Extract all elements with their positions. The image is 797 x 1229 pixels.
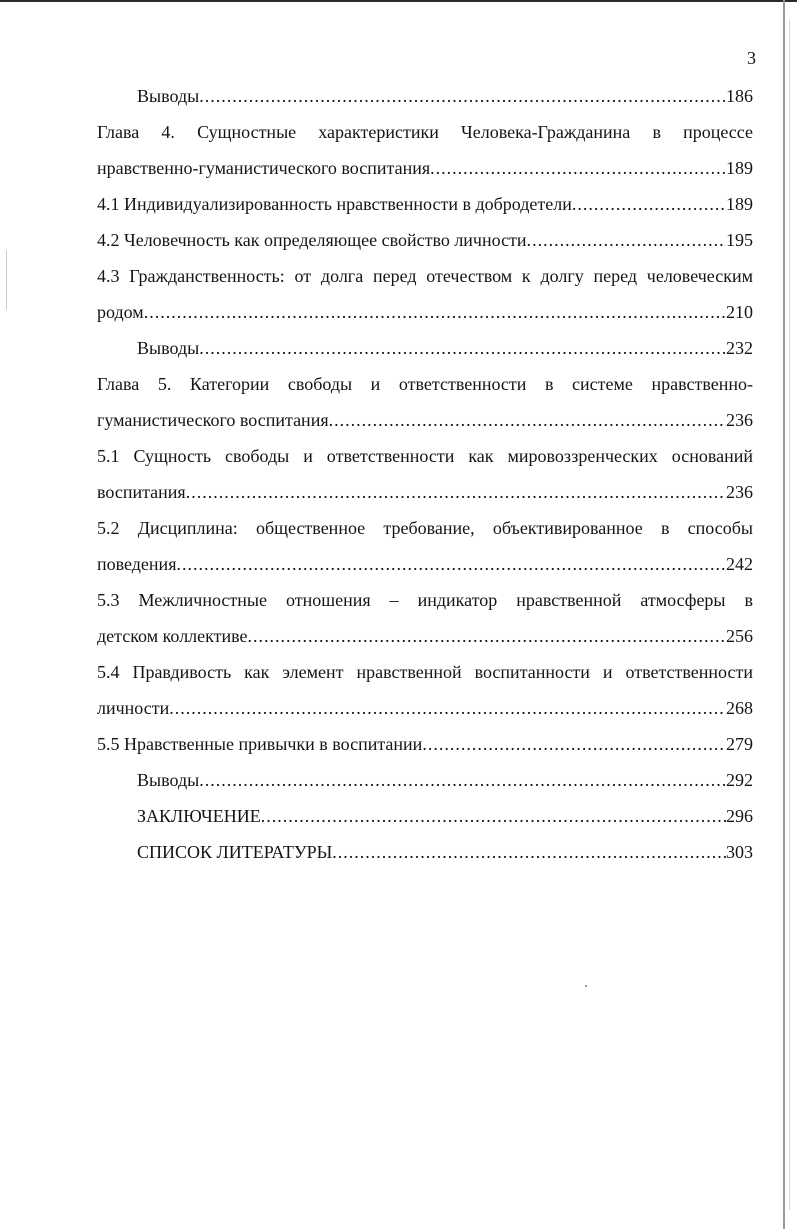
toc-entry-page: 189 bbox=[726, 194, 753, 214]
toc-leader-dots bbox=[430, 150, 726, 186]
toc-entry bbox=[97, 402, 753, 438]
toc-leader-dots bbox=[332, 834, 726, 870]
toc-entry-page: 236 bbox=[726, 482, 753, 502]
table-of-contents bbox=[97, 78, 753, 870]
toc-entry-page: 210 bbox=[726, 302, 753, 322]
toc-entry-title: родом bbox=[97, 302, 144, 322]
toc-entry-title: Выводы bbox=[137, 338, 200, 358]
toc-leader-dots bbox=[248, 618, 726, 654]
toc-entry-heading-line: Глава 5. Категории свободы и ответственности в системе нравственно- bbox=[97, 374, 753, 394]
toc-entry-heading-line: 5.4 Правдивость как элемент нравственной воспитанности и ответственности bbox=[97, 662, 753, 682]
toc-entry-page: 186 bbox=[726, 86, 753, 106]
toc-entry-title: Выводы bbox=[137, 86, 200, 106]
toc-leader-dots bbox=[261, 798, 726, 834]
toc-entry-page: 303 bbox=[726, 842, 753, 862]
toc-entry bbox=[97, 294, 753, 330]
toc-leader-dots bbox=[199, 762, 726, 798]
toc-entry bbox=[97, 762, 753, 798]
toc-entry bbox=[97, 330, 753, 366]
toc-entry bbox=[97, 186, 753, 222]
toc-entry-title: СПИСОК ЛИТЕРАТУРЫ bbox=[137, 842, 333, 862]
toc-entry-page: 236 bbox=[726, 410, 753, 430]
toc-entry bbox=[97, 150, 753, 186]
toc-entry-heading-line: 5.3 Межличностные отношения – индикатор нравственной атмосферы в bbox=[97, 590, 753, 610]
toc-leader-dots bbox=[572, 186, 726, 222]
scan-speck bbox=[585, 985, 587, 987]
toc-entry-title: нравственно-гуманистического воспитания bbox=[97, 158, 431, 178]
toc-leader-dots bbox=[329, 402, 726, 438]
toc-entry bbox=[97, 78, 753, 114]
toc-entry-title: детском коллективе bbox=[97, 626, 248, 646]
toc-entry bbox=[97, 726, 753, 762]
scan-mark-left bbox=[6, 250, 7, 310]
scan-edge-right bbox=[783, 0, 785, 1229]
toc-entry bbox=[97, 222, 753, 258]
toc-entry-page: 279 bbox=[726, 734, 753, 754]
toc-entry-page: 292 bbox=[726, 770, 753, 790]
toc-entry bbox=[97, 690, 753, 726]
toc-entry-page: 232 bbox=[726, 338, 753, 358]
toc-entry bbox=[97, 474, 753, 510]
toc-leader-dots bbox=[186, 474, 726, 510]
toc-entry bbox=[97, 834, 753, 870]
toc-entry bbox=[97, 798, 753, 834]
toc-entry-title: поведения bbox=[97, 554, 177, 574]
toc-leader-dots bbox=[199, 78, 726, 114]
toc-leader-dots bbox=[144, 294, 726, 330]
toc-leader-dots bbox=[199, 330, 726, 366]
toc-entry-page: 189 bbox=[726, 158, 753, 178]
toc-entry-title: ЗАКЛЮЧЕНИЕ bbox=[137, 806, 261, 826]
toc-entry-heading-line: 5.1 Сущность свободы и ответственности как мировоззренческих оснований bbox=[97, 446, 753, 466]
toc-leader-dots bbox=[527, 222, 726, 258]
toc-entry-page: 242 bbox=[726, 554, 753, 574]
toc-entry-title: 4.2 Человечность как определяющее свойство личности bbox=[97, 230, 527, 250]
toc-entry-heading-line: Глава 4. Сущностные характеристики Человека-Гражданина в процессе bbox=[97, 122, 753, 142]
toc-entry-heading-line: 4.3 Гражданственность: от долга перед отечеством к долгу перед человеческим bbox=[97, 266, 753, 286]
toc-entry-page: 195 bbox=[726, 230, 753, 250]
toc-entry-page: 268 bbox=[726, 698, 753, 718]
toc-leader-dots bbox=[169, 690, 726, 726]
scan-edge-top bbox=[0, 0, 797, 2]
toc-entry-title: Выводы bbox=[137, 770, 200, 790]
toc-entry-page: 296 bbox=[726, 806, 753, 826]
toc-entry-title: 5.5 Нравственные привычки в воспитании bbox=[97, 734, 423, 754]
toc-leader-dots bbox=[176, 546, 726, 582]
toc-entry-title: личности bbox=[97, 698, 170, 718]
toc-entry-title: воспитания bbox=[97, 482, 186, 502]
scan-edge-right-faint bbox=[789, 20, 790, 1210]
toc-entry-heading-line: 5.2 Дисциплина: общественное требование, объективированное в способы bbox=[97, 518, 753, 538]
toc-entry bbox=[97, 546, 753, 582]
toc-entry-page: 256 bbox=[726, 626, 753, 646]
toc-entry-title: 4.1 Индивидуализированность нравственности в добродетели bbox=[97, 194, 572, 214]
page-number: 3 bbox=[747, 48, 756, 68]
toc-leader-dots bbox=[422, 726, 726, 762]
toc-entry-title: гуманистического воспитания bbox=[97, 410, 329, 430]
toc-entry bbox=[97, 618, 753, 654]
